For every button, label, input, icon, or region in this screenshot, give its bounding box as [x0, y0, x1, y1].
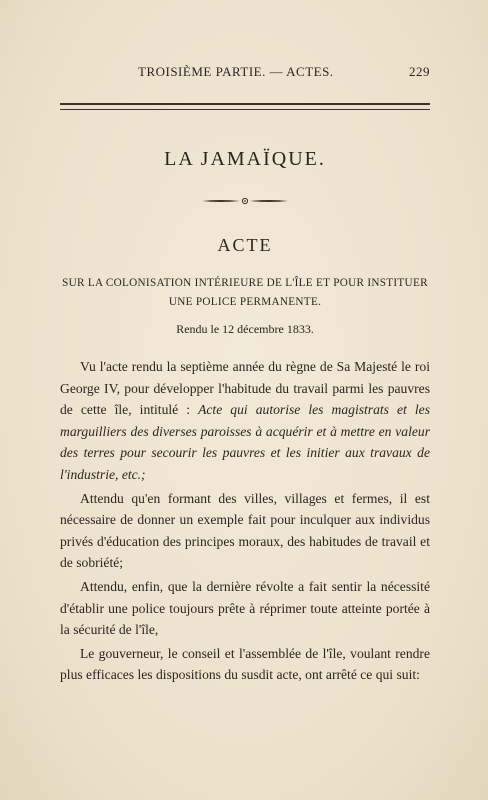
- paragraph-enactment: Le gouverneur, le conseil et l'assemblée de l'île, voulant rendre plus efficaces les dispositions du susdit acte, ont arrêté ce qui suit:: [60, 645, 430, 683]
- running-title: TROISIÈME PARTIE. — ACTES.: [138, 64, 334, 79]
- act-subtitle: SUR LA COLONISATION INTÉRIEURE DE L'ÎLE ET POUR INSTITUER UNE POLICE PERMANENTE.: [62, 277, 428, 308]
- paragraph-whereas-1: Attendu qu'en formant des villes, villages et fermes, il est nécessaire de donner un exemple fait pour inculquer aux individus privés d'éducation des principes moraux, des habitudes de travail et de sobriété;: [60, 490, 430, 571]
- paragraph-text: Vu l'acte rendu la septième année du règne de Sa Majesté le roi George IV, pour développer l'habitude du travail parmi les pauvres de cette île, intitulé :: [60, 359, 430, 418]
- paragraph-preamble: [60, 356, 430, 486]
- page-number: 229: [409, 64, 430, 79]
- paragraph-whereas-2: Attendu, enfin, que la dernière révolte a fait sentir la nécessité d'établir une police toujours prête à réprimer toute atteinte portée à la sécurité de l'île,: [60, 578, 430, 638]
- running-head: [60, 64, 430, 82]
- section-title: LA JAMAÏQUE.: [164, 148, 326, 170]
- ornament-divider: [200, 196, 290, 206]
- act-title: ACTE: [217, 235, 273, 255]
- act-date: Rendu le 12 décembre 1833.: [176, 322, 314, 336]
- act-reference-italic: Acte qui autorise les magistrats et les marguilliers des diverses paroisses à acquérir et à mettre en valeur des terres pour secourir les pauvres et les initier aux travaux de l'industrie, etc.;: [60, 402, 430, 482]
- act-body: [60, 356, 430, 688]
- header-double-rule: [60, 103, 430, 110]
